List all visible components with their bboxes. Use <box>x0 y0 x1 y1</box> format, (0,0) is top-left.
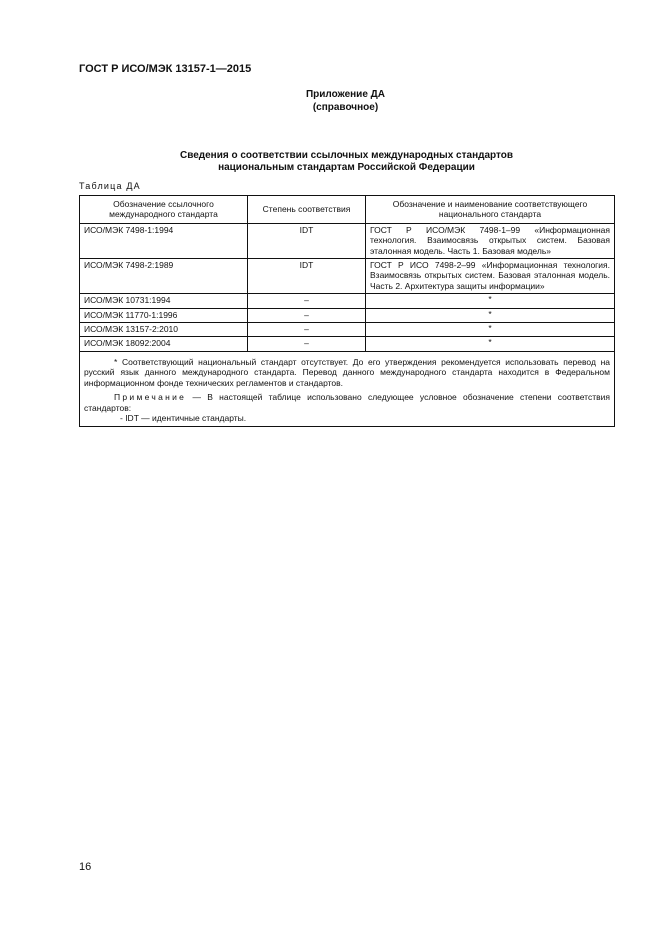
cell-national: * <box>366 337 615 351</box>
cell-reference: ИСО/МЭК 7498-1:1994 <box>80 223 248 258</box>
cell-national: * <box>366 323 615 337</box>
correspondence-table <box>79 195 615 427</box>
header-national: Обозначение и наименование соответствующего национального стандарта <box>366 196 615 224</box>
note <box>84 392 610 413</box>
table-label: Таблица ДА <box>79 181 141 191</box>
cell-national: ГОСТ Р ИСО/МЭК 7498-1–99 «Информационная технология. Взаимосвязь открытых систем. Базовая эталонная модель. Часть 1. Базовая модель» <box>366 223 615 258</box>
note-item: - IDT — идентичные стандарты. <box>120 412 247 423</box>
cell-degree: – <box>248 337 366 351</box>
note-label: Примечание <box>114 392 187 403</box>
table-footer <box>80 351 615 426</box>
table-row <box>80 337 615 351</box>
table-row <box>80 308 615 322</box>
section-heading <box>0 150 661 174</box>
cell-national: ГОСТ Р ИСО 7498-2–99 «Информационная технология. Взаимосвязь открытых систем. Базовая эталонная модель. Часть 2. Архитектура защиты информации» <box>366 259 615 294</box>
note-text: — В настоящей таблице использовано следующее условное обозначение степени соответствия стандартов: <box>84 392 610 413</box>
table-row <box>80 294 615 308</box>
page-number: 16 <box>79 861 92 873</box>
footnote: * Соответствующий национальный стандарт отсутствует. До его утверждения рекомендуется использовать перевод на русский язык данного международного стандарта. Перевод данного международного стандарта находится в Федеральном информационном фонде технических регламентов и стандартов. <box>84 356 610 388</box>
cell-reference: ИСО/МЭК 18092:2004 <box>80 337 248 351</box>
cell-national: * <box>366 294 615 308</box>
header-reference: Обозначение ссылочного международного стандарта <box>80 196 248 224</box>
cell-reference: ИСО/МЭК 10731:1994 <box>80 294 248 308</box>
cell-degree: IDT <box>248 223 366 258</box>
appendix-title: Приложение ДА <box>305 89 386 100</box>
table-header-row <box>80 196 615 224</box>
heading-line-1: Сведения о соответствии ссылочных международных стандартов <box>179 150 514 161</box>
header-degree: Степень соответствия <box>248 196 366 224</box>
cell-degree: IDT <box>248 259 366 294</box>
table-row <box>80 223 615 258</box>
table-row <box>80 259 615 294</box>
appendix-block <box>0 88 661 114</box>
cell-degree: – <box>248 323 366 337</box>
cell-national: * <box>366 308 615 322</box>
cell-degree: – <box>248 294 366 308</box>
cell-degree: – <box>248 308 366 322</box>
cell-reference: ИСО/МЭК 7498-2:1989 <box>80 259 248 294</box>
cell-reference: ИСО/МЭК 11770-1:1996 <box>80 308 248 322</box>
heading-line-2: национальным стандартам Российской Федерации <box>218 162 475 173</box>
appendix-subtitle: (справочное) <box>312 102 379 113</box>
table-row <box>80 323 615 337</box>
document-id: ГОСТ Р ИСО/МЭК 13157-1—2015 <box>79 63 252 75</box>
table-footer-row <box>80 351 615 426</box>
cell-reference: ИСО/МЭК 13157-2:2010 <box>80 323 248 337</box>
